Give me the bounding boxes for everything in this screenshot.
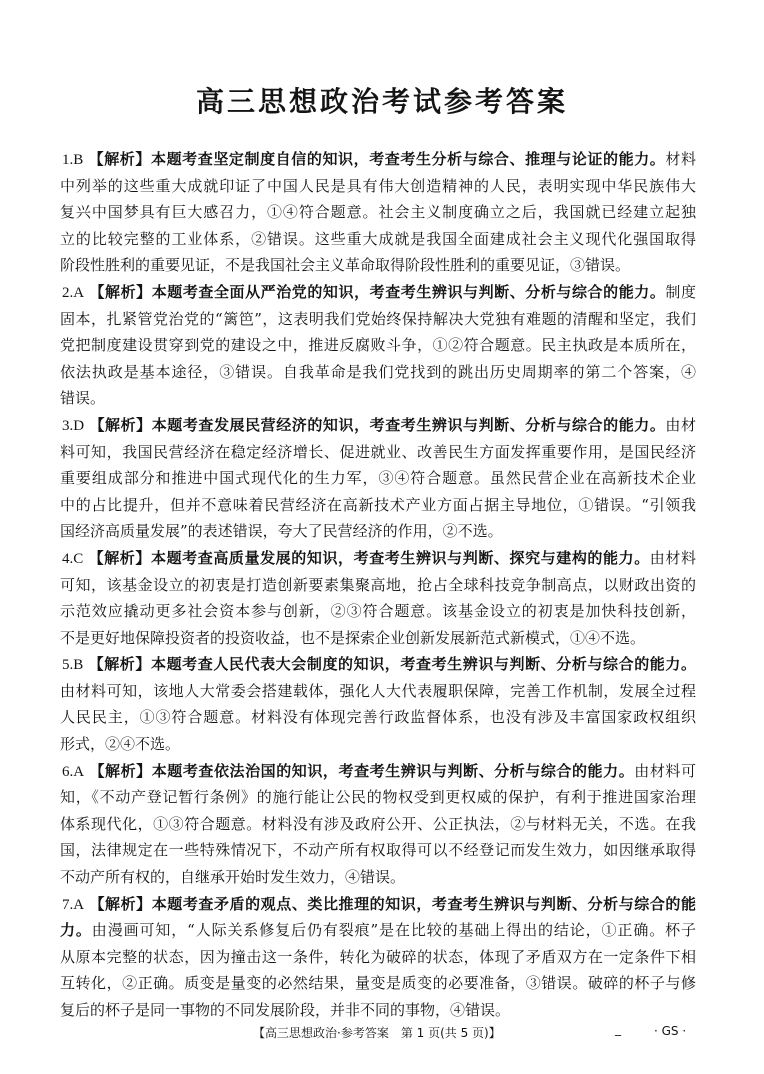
answer-text: 制度 [665, 282, 696, 301]
answer-text: 材料 [665, 150, 696, 168]
answer-text: 不是更好地保障投资者的投资收益，也不是探索企业创新发展新范式新模式，①④不选。 [60, 628, 646, 647]
answer-item [60, 412, 696, 545]
answer-text: 形式，②④不选。 [60, 735, 181, 754]
question-focus: 本题考查人民代表大会制度的知识，考查考生辨识与判断、分析与综合的能力。 [150, 655, 696, 674]
answer-line [60, 917, 696, 944]
footer-code: · GS · [654, 1024, 687, 1038]
answer-text: 从原本完整的状态，因为撞击这一条件，转化为破碎的状态，体现了矛盾双方在一定条件下相 [60, 947, 696, 966]
answer-item [60, 651, 696, 757]
answer-number: 6.A [62, 763, 85, 780]
answer-line [60, 518, 696, 545]
answer-text: 可知，该基金设立的初衷是打造创新要素集聚高地，抢占全球科技竞争制高点，以财政出资的 [60, 575, 696, 594]
answer-text: 错误。 [60, 389, 106, 408]
answer-item [60, 279, 696, 412]
answer-number: 1.B [62, 152, 84, 168]
answer-text: 中列举的这些重大成就印证了中国人民是具有伟大创造精神的人民，表明实现中华民族伟大 [60, 176, 696, 195]
answer-text: 依法执政是基本途径，③错误。自我革命是我们党找到的跳出历史周期率的第二个答案，④ [60, 362, 696, 381]
answer-item [60, 146, 696, 279]
answer-list [60, 146, 696, 1024]
question-focus: 本题考查矛盾的观点、类比推理的知识，考查考生辨识与判断、分析与综合的能 [151, 894, 696, 913]
question-focus: 本题考查坚定制度自信的知识，考查考生分析与综合、推理与论证的能力。 [150, 150, 666, 168]
answer-text: 国，法律规定在一些特殊情况下，不动产所有权取得可以不经登记而发生效力，如因继承取得 [60, 841, 696, 860]
question-focus: 力。 [60, 921, 92, 940]
answer-line [60, 226, 696, 253]
answer-text: 知，《不动产登记暂行条例》的施行能让公民的物权受到更权威的保护，有利于推进国家治理 [60, 788, 696, 807]
answer-line [62, 651, 696, 678]
answer-line [62, 545, 696, 572]
answer-line [62, 279, 696, 306]
answer-line [60, 731, 696, 758]
question-focus: 本题考查全面从严治党的知识，考查考生辨识与判断、分析与综合的能力。 [151, 282, 666, 301]
answer-number: 7.A [62, 896, 85, 913]
answer-line [60, 704, 696, 731]
answer-text: 党把制度建设贯穿到党的建设之中，推进反腐败斗争，①②符合题意。民主执政是本质所在， [60, 336, 696, 355]
answer-line [60, 678, 696, 705]
footer-page-info: 【高三思想政治·参考答案 第 1 页(共 5 页)】 [253, 1026, 501, 1040]
answer-text: 复兴中国梦具有巨大感召力，①④符合题意。社会主义制度确立之后，我国就已经建立起独 [60, 203, 696, 222]
answer-text: 人民民主，①③符合题意。材料没有体现完善行政监督体系，也没有涉及丰富国家政权组织 [60, 708, 696, 727]
answer-line [60, 970, 696, 997]
answer-line [60, 864, 696, 891]
answer-line [62, 758, 696, 785]
footer-mark: _ [615, 1022, 621, 1036]
page-footer [0, 1024, 764, 1044]
analysis-tag: 【解析】 [89, 282, 152, 301]
answer-number: 3.D [62, 417, 85, 434]
answer-line [60, 465, 696, 492]
answer-text: 立的比较完整的工业体系，②错误。这些重大成就是我国全面建成社会主义现代化强国取得 [60, 229, 696, 248]
answer-line [60, 252, 696, 279]
answer-line [60, 492, 696, 519]
answer-number: 4.C [62, 550, 84, 567]
answer-line [60, 199, 696, 226]
question-focus: 本题考查高质量发展的知识，考查考生辨识与判断、探究与建构的能力。 [150, 548, 650, 567]
analysis-tag: 【解析】 [89, 761, 152, 780]
answer-line [62, 891, 696, 918]
answer-text: 体系现代化，①③符合题意。材料没有涉及政府公开、公正执法，②与材料无关，不选。在我 [60, 814, 696, 833]
analysis-tag: 【解析】 [89, 894, 152, 913]
answer-text: 不动产所有权的，自继承开始时发生效力，④错误。 [60, 868, 406, 887]
answer-text: 中的占比提升，但并不意味着民营经济在高新技术产业方面占据主导地位，①错误。“引领我 [60, 495, 696, 514]
page-title: 高三思想政治考试参考答案 [195, 85, 568, 118]
answer-text: 国经济高质量发展”的表述错误，夸大了民营经济的作用，②不选。 [60, 522, 503, 541]
analysis-tag: 【解析】 [88, 150, 151, 168]
answer-text: 固本，扎紧管党治党的“篱笆”，这表明我们党始终保持解决大党独有难题的清醒和坚定，我们 [60, 309, 696, 328]
answer-text: 由材料 [649, 548, 696, 567]
answer-text: 由材料可 [634, 761, 696, 780]
answer-text: 由材料可知，该地人大常委会搭建载体，强化人大代表履职保障，完善工作机制，发展全过程 [60, 681, 696, 700]
answer-item [60, 891, 696, 1024]
answer-line [60, 385, 696, 412]
answer-line [60, 359, 696, 386]
answer-number: 5.B [62, 657, 84, 674]
answer-text: 互转化，②正确。质变是量变的必然结果，量变是质变的必要准备，③错误。破碎的杯子与修 [60, 974, 696, 993]
answer-line [60, 625, 696, 652]
answer-line [60, 572, 696, 599]
answer-text: 阶段性胜利的重要见证，不是我国社会主义革命取得阶段性胜利的重要见证，③错误。 [60, 256, 631, 275]
answer-line [60, 306, 696, 333]
answer-line [60, 811, 696, 838]
answer-line [60, 173, 696, 200]
answer-text: 复后的杯子是同一事物的不同发展阶段，并非不同的事物，④错误。 [60, 1001, 511, 1019]
analysis-tag: 【解析】 [89, 415, 152, 434]
answer-line [60, 332, 696, 359]
answer-line [60, 944, 696, 971]
answer-line [60, 439, 696, 466]
question-focus: 本题考查发展民营经济的知识，考查考生辨识与判断、分析与综合的能力。 [151, 415, 666, 434]
answer-text: 示范效应撬动更多社会资本参与创新，②③符合题意。该基金设立的初衷是加快科技创新， [60, 602, 696, 621]
answer-line [60, 598, 696, 625]
answer-item [60, 545, 696, 651]
analysis-tag: 【解析】 [88, 548, 151, 567]
answer-line [60, 837, 696, 864]
answer-line [60, 997, 696, 1024]
answer-number: 2.A [62, 284, 85, 301]
answer-line [62, 146, 696, 173]
analysis-tag: 【解析】 [88, 655, 151, 674]
answer-line [60, 784, 696, 811]
answer-item [60, 758, 696, 891]
question-focus: 本题考查依法治国的知识，考查考生辨识与判断、分析与综合的能力。 [151, 761, 635, 780]
answer-line [62, 412, 696, 439]
answer-text: 由材 [665, 415, 696, 434]
answer-text: 重要组成部分和推进中国式现代化的生力军，③④符合题意。虽然民营企业在高新技术企业 [60, 469, 696, 488]
answer-text: 由漫画可知，“人际关系修复后仍有裂痕”是在比较的基础上得出的结论，①正确。杯子 [91, 921, 696, 940]
answer-text: 料可知，我国民营经济在稳定经济增长、促进就业、改善民生方面发挥重要作用，是国民经济 [60, 442, 696, 461]
